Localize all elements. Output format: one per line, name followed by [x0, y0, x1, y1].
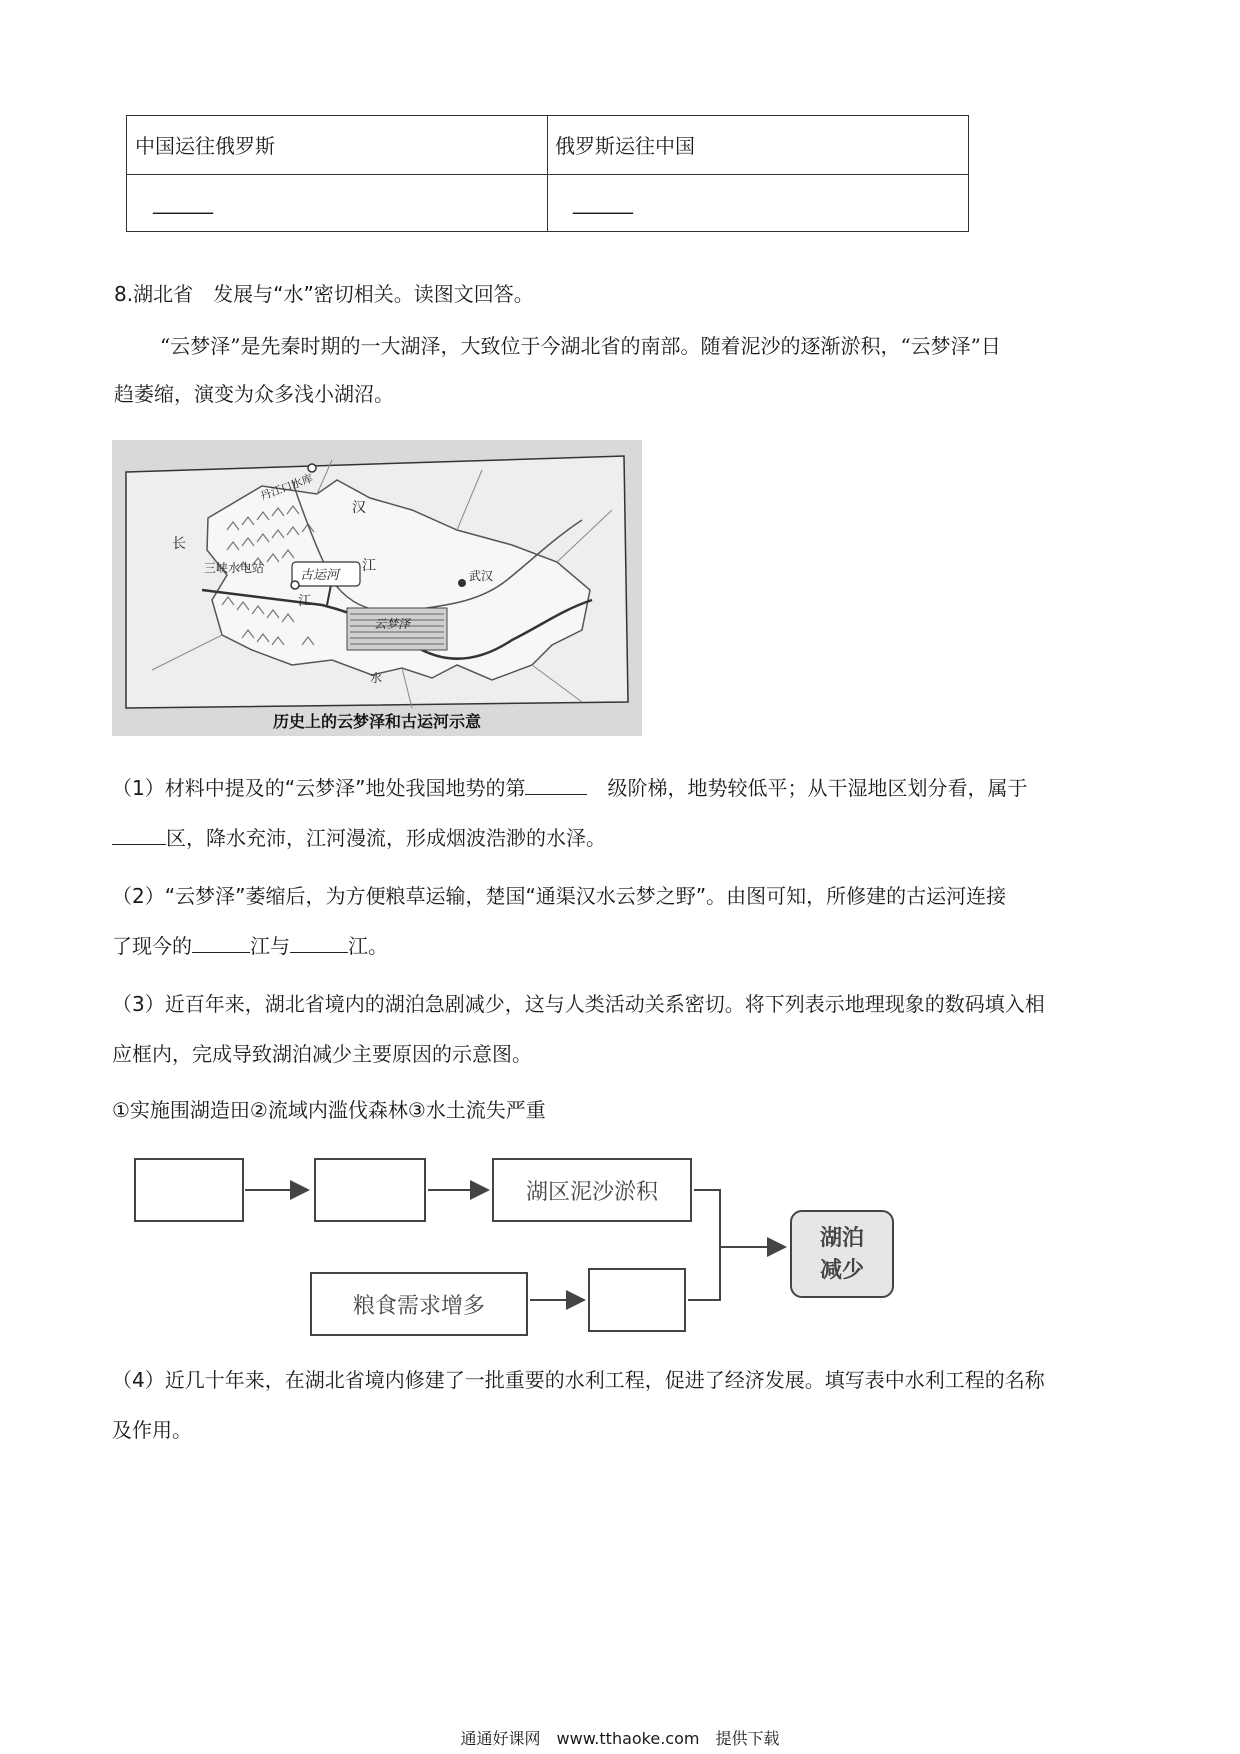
label-yunmengze: 云梦泽 — [374, 617, 411, 631]
wuhan-dot — [458, 579, 466, 587]
q1-blank-region[interactable] — [112, 824, 166, 845]
flow-box-lake-decrease — [790, 1210, 894, 1298]
sanxia-dot — [291, 581, 299, 589]
label-canal: 古运河 — [300, 568, 340, 583]
flow-box-sediment: 湖区泥沙淤积 — [492, 1158, 692, 1222]
label-sanxia: 三峡水电站 — [204, 561, 265, 575]
page-footer: 通通好课网 www.tthaoke.com 提供下载 — [460, 1729, 780, 1748]
flow-box-empty-2[interactable] — [314, 1158, 426, 1222]
q1-line-1 — [112, 774, 1027, 802]
q1-text-a: （1）材料中提及的“云梦泽”地处我国地势的第 — [112, 776, 526, 800]
label-chang: 长 — [172, 536, 186, 552]
label-wuhan: 武汉 — [469, 569, 494, 583]
table-blank-china-to-russia[interactable]: ______ — [153, 190, 213, 214]
danjiangkou-dot — [308, 464, 316, 472]
table-blank-russia-to-china[interactable]: ______ — [573, 190, 633, 214]
q2-blank-2[interactable] — [290, 932, 348, 953]
table-header-russia-to-china: 俄罗斯运往中国 — [555, 134, 695, 158]
passage-line-2: 趋萎缩，演变为众多浅小湖沼。 — [114, 382, 394, 406]
q2-text-b: 江与 — [250, 934, 290, 958]
lake-line-1: 湖泊 — [819, 1225, 864, 1251]
label-jiang-yangtze: 江 — [298, 594, 312, 609]
export-table — [126, 115, 969, 232]
q2-line-1: （2）“云梦泽”萎缩后，为方便粮草运输，楚国“通渠汉水云梦之野”。由图可知，所修建的古运河连接 — [112, 884, 1007, 908]
table-divider-horizontal — [127, 174, 968, 175]
q3-options: ①实施围湖造田②流域内滥伐森林③水土流失严重 — [112, 1098, 546, 1122]
flow-box-grain: 粮食需求增多 — [310, 1272, 528, 1336]
q3-line-2: 应框内，完成导致湖泊减少主要原因的示意图。 — [112, 1042, 532, 1066]
q4-line-1: （4）近几十年来，在湖北省境内修建了一批重要的水利工程，促进了经济发展。填写表中水利工程的名称 — [112, 1368, 1045, 1392]
q1-blank-step[interactable] — [525, 774, 587, 795]
map-caption: 历史上的云梦泽和古运河示意 — [272, 712, 481, 731]
label-danjiangkou: 丹江口水库 — [258, 471, 315, 503]
map-drawing — [112, 440, 642, 736]
flow-box-empty-3[interactable] — [588, 1268, 686, 1332]
label-shui: 水 — [370, 671, 383, 685]
lake-line-2: 减少 — [819, 1257, 864, 1283]
q2-text-c: 江。 — [348, 934, 388, 958]
label-jiang-han: 江 — [362, 558, 376, 574]
q3-line-1: （3）近百年来，湖北省境内的湖泊急剧减少，这与人类活动关系密切。将下列表示地理现象的数码填入相 — [112, 992, 1045, 1016]
flow-box-empty-1[interactable] — [134, 1158, 244, 1222]
label-han: 汉 — [352, 500, 366, 516]
q1-line-2 — [112, 824, 606, 852]
q2-line-2 — [112, 932, 388, 960]
passage-line-1: “云梦泽”是先秦时期的一大湖泽，大致位于今湖北省的南部。随着泥沙的逐渐淤积，“云梦泽”日 — [160, 334, 1001, 358]
q2-text-a: 了现今的 — [112, 934, 192, 958]
q1-text-b: 级阶梯，地势较低平；从干湿地区划分看，属于 — [587, 776, 1028, 800]
yunmengze-map — [112, 440, 642, 736]
table-header-china-to-russia: 中国运往俄罗斯 — [135, 134, 275, 158]
q2-blank-1[interactable] — [192, 932, 250, 953]
q1-text-line2: 区，降水充沛，江河漫流，形成烟波浩渺的水泽。 — [166, 826, 606, 850]
question-title: 8.湖北省 发展与“水”密切相关。读图文回答。 — [114, 282, 534, 306]
q4-line-2: 及作用。 — [112, 1418, 192, 1442]
